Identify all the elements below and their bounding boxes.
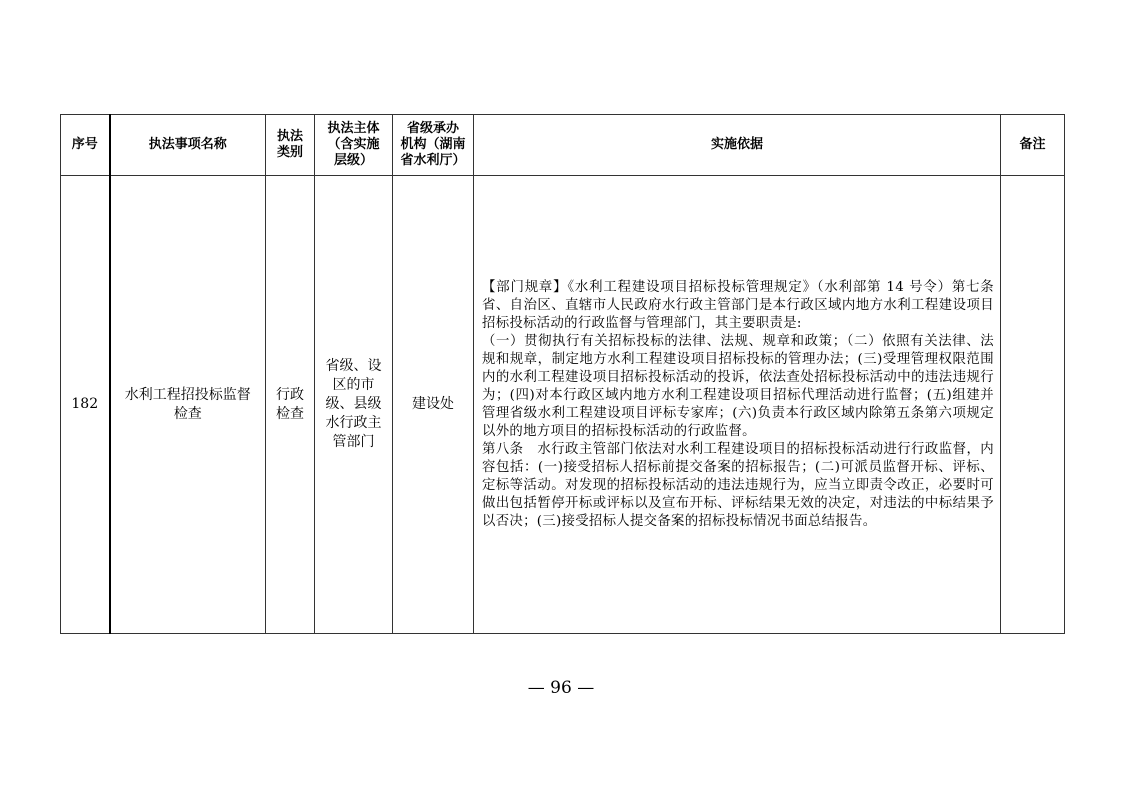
basis-paragraph: （一）贯彻执行有关招标投标的法律、法规、规章和政策；（二）依照有关法律、法规和规章，制定地方水利工程建设项目招标投标的管理办法；(三)受理管理权限范围内的水利工程建设项目招标投标活动的投诉，依法查处招标投标活动中的违法违规行为；(四)对本行政区域内地方水利工程建设项目招标代理活动进行监督；(五)组建并管理省级水利工程建设项目评标专家库；(六)负责本行政区域内除第五条第六项规定以外的地方项目的招标投标活动的行政监督。 — [482, 333, 994, 439]
cell-category — [266, 176, 315, 634]
table-header-row — [61, 115, 1065, 176]
enforcement-items-table — [60, 114, 1065, 634]
header-seq: 序号 — [61, 115, 110, 176]
header-basis: 实施依据 — [474, 115, 1001, 176]
cell-agency: 建设处 — [393, 176, 474, 634]
item-name-text: 水利工程招投标监督检查 — [124, 386, 251, 422]
header-agency-line: 省级承办 — [406, 121, 459, 136]
cell-remark — [1001, 176, 1065, 634]
basis-paragraph: 第八条 水行政主管部门依法对水利工程建设项目的招标投标活动进行行政监督，内容包括：(一)接受招标人招标前提交备案的招标报告；(二)可派员监督开标、评标、定标等活动。对发现的招标投标活动的违法违规行为，应当立即责令改正，必要时可做出包括暂停开标或评标以及宣布开标、评标结果无效的决定，对违法的中标结果予以否决；(三)接受招标人提交备案的招标投标情况书面总结报告。 — [482, 441, 994, 529]
category-text: 行政检查 — [276, 386, 304, 422]
header-agency-line: 机构（湖南 — [400, 137, 466, 152]
header-subject-line: 层级） — [333, 153, 373, 168]
basis-paragraph: 【部门规章】《水利工程建设项目招标投标管理规定》（水利部第 14 号令）第七条 省、自治区、直辖市人民政府水行政主管部门是本行政区域内地方水利工程建设项目招标投标活动的行政监督与管理部门，其主要职责是: — [482, 279, 1008, 331]
header-category-line: 类别 — [276, 145, 303, 160]
header-category — [266, 115, 315, 176]
cell-subject — [315, 176, 393, 634]
header-item-name: 执法事项名称 — [110, 115, 266, 176]
table-row — [61, 176, 1065, 634]
cell-seq: 182 — [61, 176, 110, 634]
header-remark: 备注 — [1001, 115, 1065, 176]
subject-text: 省级、设区的市级、县级水行政主管部门 — [325, 358, 382, 450]
header-agency-line: 省水利厅） — [400, 153, 466, 168]
header-subject — [315, 115, 393, 176]
header-subject-line: 执法主体 — [327, 121, 380, 136]
cell-basis — [474, 176, 1008, 634]
header-category-line: 执法 — [276, 129, 303, 144]
cell-item-name — [110, 176, 266, 634]
header-agency — [393, 115, 474, 176]
page-number: — 96 — — [527, 678, 595, 698]
header-subject-line: （含实施 — [327, 137, 380, 152]
